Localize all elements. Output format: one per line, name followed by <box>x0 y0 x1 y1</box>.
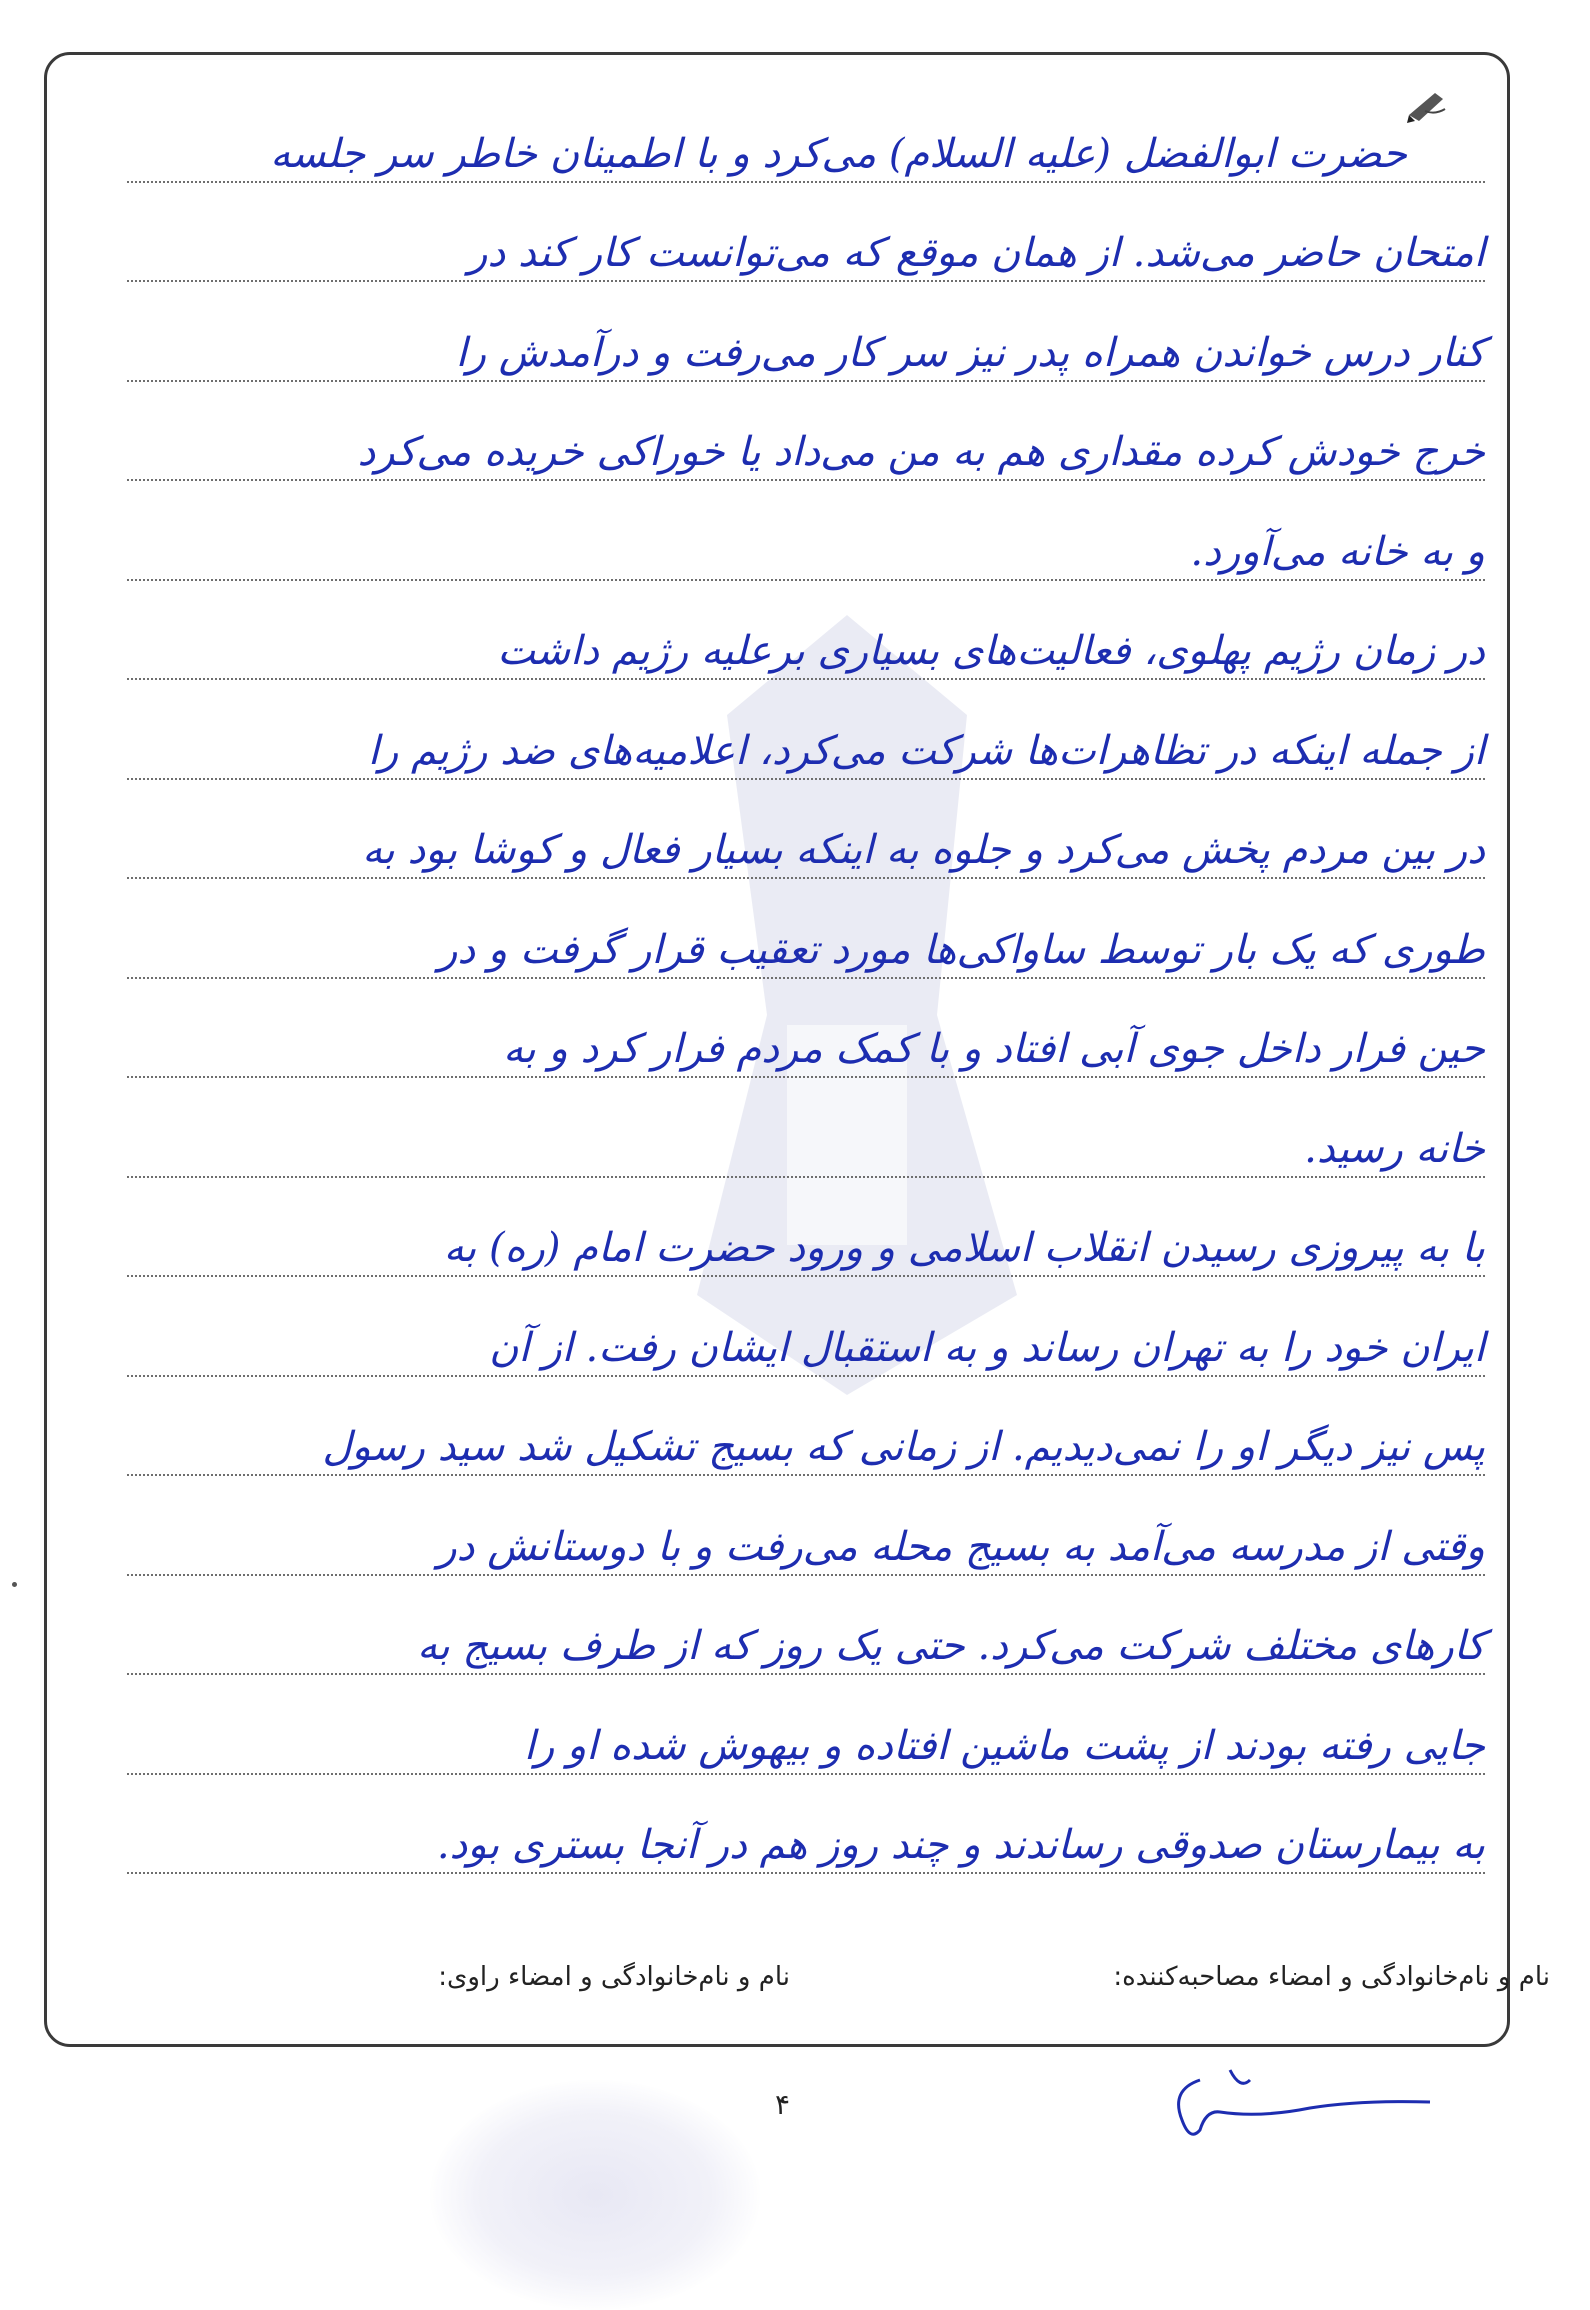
interviewer-signature-label: نام و نام‌خانوادگی و امضاء مصاحبه‌کننده: <box>1113 1962 1550 1992</box>
narrator-signature-label: نام و نام‌خانوادگی و امضاء راوی: <box>438 1962 790 1992</box>
line-text: و به خانه می‌آورد. <box>1190 528 1485 575</box>
line-text: حین فرار داخل جوی آبی افتاد و با کمک مردم فرار کرد و به <box>503 1026 1485 1072</box>
text-line <box>127 1377 1485 1477</box>
line-text: طوری که یک بار توسط ساواکی‌ها مورد تعقیب قرار گرفت و در <box>438 926 1485 973</box>
line-text: حضرت ابوالفضل (علیه السلام) می‌کرد و با اطمینان خاطر سر جلسه <box>270 130 1407 177</box>
text-line <box>127 1178 1485 1278</box>
text-line <box>127 680 1485 780</box>
margin-dot <box>12 1582 17 1587</box>
line-text: خرج خودش کرده مقداری هم به من می‌داد یا خوراکی خریده می‌کرد <box>357 429 1485 475</box>
line-text: کارهای مختلف شرکت می‌کرد. حتی یک روز که از طرف بسیج به <box>417 1623 1485 1669</box>
text-line <box>127 183 1485 283</box>
text-line <box>127 282 1485 382</box>
text-line <box>127 979 1485 1079</box>
line-text: پس نیز دیگر او را نمی‌دیدیم. از زمانی که بسیج تشکیل شد سید رسول <box>322 1424 1485 1470</box>
line-text: جایی رفته بودند از پشت ماشین افتاده و بیهوش شده او را <box>523 1722 1485 1769</box>
page-frame <box>44 52 1510 2047</box>
line-text: کنار درس خواندن همراه پدر نیز سر کار می‌رفت و درآمدش را <box>455 329 1485 376</box>
line-text: به بیمارستان صدوقی رساندند و چند روز هم در آنجا بستری بود. <box>436 1822 1485 1868</box>
text-line <box>127 481 1485 581</box>
handwritten-lines <box>127 83 1485 1874</box>
text-line <box>127 780 1485 880</box>
text-line <box>127 1277 1485 1377</box>
line-text: در زمان رژیم پهلوی، فعالیت‌های بسیاری برعلیه رژیم داشت <box>497 628 1485 674</box>
line-text: وقتی از مدرسه می‌آمد به بسیج محله می‌رفت و با دوستانش در <box>437 1523 1485 1570</box>
text-line <box>127 1675 1485 1775</box>
line-text: با به پیروزی رسیدن انقلاب اسلامی و ورود حضرت امام (ره) به <box>443 1225 1485 1271</box>
text-line <box>127 1078 1485 1178</box>
line-text: ایران خود را به تهران رساند و به استقبال ایشان رفت. از آن <box>489 1324 1485 1371</box>
text-line <box>127 83 1485 183</box>
text-line <box>127 1775 1485 1875</box>
page-number: ۴ <box>775 2088 791 2121</box>
text-line <box>127 879 1485 979</box>
line-text: از جمله اینکه در تظاهرات‌ها شرکت می‌کرد، اعلامیه‌های ضد رژیم را <box>367 727 1485 774</box>
text-line <box>127 581 1485 681</box>
line-text: در بین مردم پخش می‌کرد و جلوه به اینکه بسیار فعال و کوشا بود به <box>362 827 1485 873</box>
line-text: امتحان حاضر می‌شد. از همان موقع که می‌توانست کار کند در <box>468 230 1485 276</box>
text-line <box>127 382 1485 482</box>
line-text: خانه رسید. <box>1304 1125 1485 1172</box>
fingerprint-stamp <box>430 2080 760 2310</box>
text-line <box>127 1476 1485 1576</box>
text-line <box>127 1576 1485 1676</box>
handwritten-signature <box>1160 2060 1440 2150</box>
